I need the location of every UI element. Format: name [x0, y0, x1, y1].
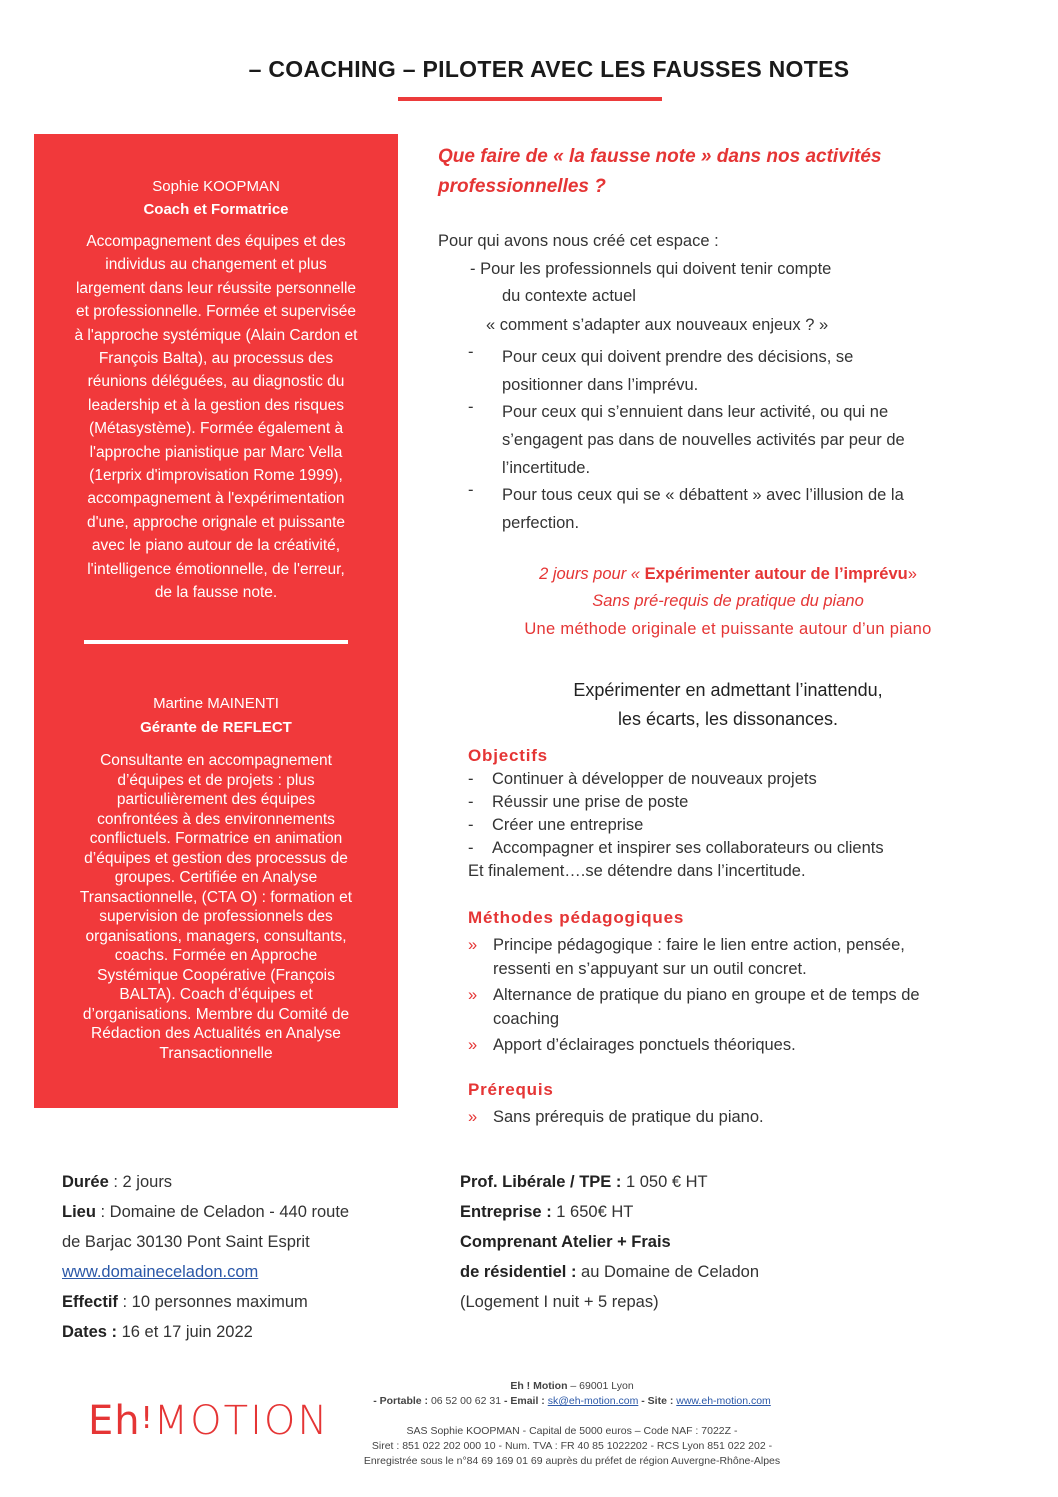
audience-bullet [502, 343, 853, 399]
bio-line: Consultante en accompagnement [100, 752, 332, 769]
price-includes: Comprenant Atelier + Frais [460, 1233, 671, 1251]
footer-email-link[interactable]: sk@eh-motion.com [547, 1395, 639, 1407]
question-line: professionnelles ? [438, 176, 606, 197]
audience-bullet-line: positionner dans l’imprévu. [502, 376, 699, 394]
footer-company: Eh ! Motion – 69001 Lyon [510, 1380, 634, 1392]
promo-line-3: Une méthode originale et puissante autour d’un piano [524, 620, 932, 638]
page-title: – COACHING – PILOTER AVEC LES FAUSSES NOTES [248, 56, 850, 82]
footer-legal-1: SAS Sophie KOOPMAN - Capital de 5000 euros – Code NAF : 7022Z - [406, 1425, 738, 1437]
panel-divider [84, 640, 348, 644]
bio-line: d'une, approche orignale et puissante [86, 513, 346, 531]
promo-pre: 2 jours pour « [539, 565, 645, 583]
audience-dash: - [468, 398, 474, 416]
audience-dash: - [468, 481, 474, 499]
bio-line: Rédaction des Actualités en Analyse [91, 1025, 341, 1042]
promo-line [438, 565, 1018, 584]
bio-line: (1erprix d'improvisation Rome 1999), [89, 467, 343, 485]
bio-line: d’équipes et de projets : plus [117, 771, 315, 789]
bio-line: Accompagnement des équipes et des [86, 233, 346, 250]
audience-bullet-line: Pour ceux qui s’ennuient dans leur activité, ou qui ne [502, 403, 889, 421]
bio-line: particulièrement des équipes [116, 791, 316, 808]
audience-quote: « comment s’adapter aux nouveaux enjeux ? » [486, 316, 829, 334]
bio-line: l'approche pianistique par Marc Vella [89, 443, 343, 461]
footer-legal-3: Enregistrée sous le n°84 69 169 01 69 auprès du préfet de région Auvergne-Rhône-Alpes [363, 1455, 781, 1467]
objectives-closing: Et finalement….se détendre dans l’incertitude. [468, 862, 806, 880]
audience-dash: - [468, 343, 474, 361]
audience-bullet-line: l’incertitude. [502, 459, 591, 477]
bio-line: Transactionnelle [159, 1044, 273, 1062]
coach2-name: Martine MAINENTI [153, 695, 279, 712]
price-includes-3: (Logement I nuit + 5 repas) [460, 1293, 659, 1311]
bio-line: d’organisations. Membre du Comité de [82, 1005, 350, 1023]
duration-row: Durée : 2 jours [62, 1173, 173, 1191]
bio-line: Systémique Coopérative (François [97, 966, 335, 984]
website-link[interactable]: www.domaineceladon.com [62, 1263, 259, 1281]
method-item: » Principe pédagogique : faire le lien entre action, pensée, ressenti en s’appuyant sur un outil concret. [468, 936, 905, 978]
bio-line: organisations, managers, consultants, [85, 927, 347, 945]
title-underline [398, 97, 662, 101]
coach1-name: Sophie KOOPMAN [152, 178, 280, 195]
audience-bullet [502, 481, 904, 537]
bio-line: BALTA). Coach d’équipes et [119, 986, 313, 1003]
bio-line: conflictuels. Formatrice en animation [89, 830, 343, 847]
tagline-line: Expérimenter en admettant l’inattendu, [573, 680, 883, 700]
bio-line: accompagnement à l'expérimentation [87, 490, 345, 508]
coach2-bio [54, 751, 378, 1063]
bio-line: l'intelligence émotionnelle, de l'erreur, [87, 560, 345, 578]
promo-bold: Expérimenter autour de l’imprévu [644, 565, 908, 583]
bio-line: coachs. Formée en Approche [114, 947, 318, 964]
bio-line: réunions déléguées, au diagnostic du [87, 373, 345, 391]
price-liberal: Prof. Libérale / TPE : 1 050 € HT [460, 1173, 708, 1191]
footer-site-link[interactable]: www.eh-motion.com [676, 1395, 771, 1407]
tagline [438, 676, 1018, 734]
coach1-bio [54, 230, 378, 605]
methods-heading: Méthodes pédagogiques [468, 908, 685, 927]
capacity-row: Effectif : 10 personnes maximum [62, 1293, 308, 1311]
footer-contacts: - Portable : 06 52 00 62 31 - Email : sk@eh-motion.com - Site : www.eh-motion.com [373, 1395, 771, 1407]
audience-bullet [502, 398, 905, 482]
question-line: Que faire de « la fausse note » dans nos activités [438, 146, 882, 167]
bio-line: avec le piano autour de la créativité, [91, 537, 341, 555]
bio-line: de la fausse note. [154, 584, 278, 602]
bio-line: largement dans leur réussite personnelle [75, 279, 357, 297]
bio-line: leadership et à la gestion des risques [88, 396, 344, 414]
bio-line: à l'approche systémique (Alain Cardon et [74, 326, 358, 344]
bio-line: supervision de professionnels des [99, 908, 333, 925]
footer-legal-2: Siret : 851 022 202 000 10 - Num. TVA : FR 40 85 1022202 - RCS Lyon 851 022 202 - [371, 1440, 773, 1452]
bio-line: François Balta), au processus des [98, 350, 334, 368]
audience-intro: Pour qui avons nous créé cet espace : [438, 232, 719, 250]
audience-bullet-line: Pour tous ceux qui se « débattent » avec l’illusion de la [502, 486, 904, 504]
objective-item: - Créer une entreprise [468, 816, 644, 834]
bio-line: individus au changement et plus [105, 256, 327, 274]
prereq-item: » Sans prérequis de pratique du piano. [468, 1108, 764, 1126]
practical-info [62, 1167, 349, 1347]
ehmotion-logo: Eh!MOTION [88, 1398, 330, 1444]
objective-item: - Accompagner et inspirer ses collaborateurs ou clients [468, 839, 884, 857]
prereq-heading: Prérequis [468, 1080, 554, 1099]
promo-line-2: Sans pré-requis de pratique du piano [592, 592, 864, 610]
bio-line: groupes. Certifiée en Analyse [114, 869, 318, 886]
coaches-panel [34, 134, 398, 1108]
price-company: Entreprise : 1 650€ HT [460, 1203, 634, 1221]
audience-first-line: - Pour les professionnels qui doivent tenir compte [470, 260, 832, 278]
bio-line: confrontées à des environnements [97, 810, 335, 828]
pricing-info [460, 1167, 759, 1317]
price-includes-2: de résidentiel : au Domaine de Celadon [460, 1263, 759, 1281]
audience-bullet-line: perfection. [502, 514, 580, 532]
bio-line: et professionnelle. Formée et supervisée [75, 303, 356, 321]
objective-item: - Réussir une prise de poste [468, 793, 689, 811]
audience-first-line-cont: du contexte actuel [502, 287, 636, 305]
place-row: Lieu : Domaine de Celadon - 440 route [62, 1203, 350, 1221]
audience-bullet-line: Pour ceux qui doivent prendre des décisions, se [502, 348, 854, 366]
method-item: » Alternance de pratique du piano en groupe et de temps de coaching [468, 986, 920, 1028]
main-question [438, 142, 1018, 202]
dates-row: Dates : 16 et 17 juin 2022 [62, 1323, 253, 1341]
bio-line: d’équipes et gestion des processus de [84, 849, 348, 867]
objectives-heading: Objectifs [468, 746, 548, 765]
coach2-role: Gérante de REFLECT [140, 719, 292, 736]
place-row-cont: de Barjac 30130 Pont Saint Esprit [62, 1233, 310, 1251]
coach1-role: Coach et Formatrice [143, 201, 289, 218]
method-item: » Apport d’éclairages ponctuels théoriques. [468, 1036, 796, 1054]
objective-item: - Continuer à développer de nouveaux projets [468, 770, 817, 788]
bio-line: Transactionnelle, (CTA O) : formation et [79, 888, 353, 906]
audience-bullet-line: s’engagent pas dans de nouvelles activités par peur de [502, 431, 905, 449]
tagline-line: les écarts, les dissonances. [617, 709, 839, 729]
bio-line: (Métasystème). Formée également à [88, 420, 344, 438]
promo-post: » [907, 565, 917, 583]
